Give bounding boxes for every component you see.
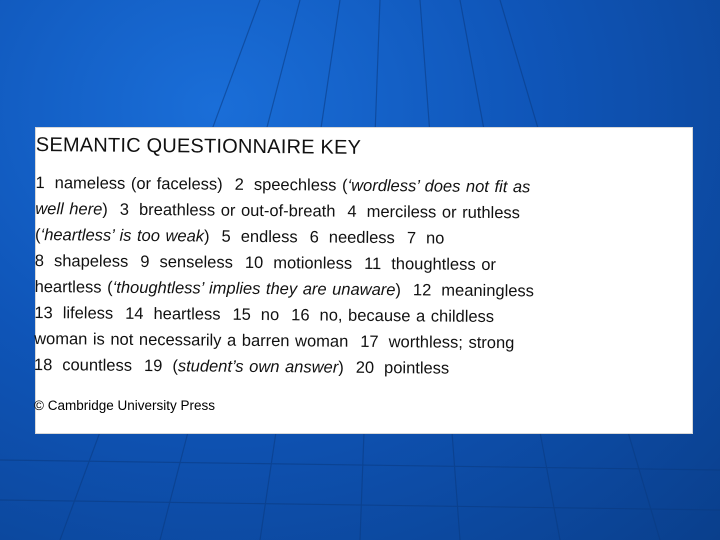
answer-line — [34, 330, 514, 353]
answer-text: nameless (or faceless) — [54, 174, 223, 194]
answer-number: 20 — [355, 358, 375, 377]
answer-number: 7 — [406, 229, 417, 248]
answer-number: 13 — [34, 303, 53, 323]
answer-text: speechless ( — [253, 175, 348, 195]
key-title: SEMANTIC QUESTIONNAIRE KEY — [35, 133, 362, 159]
answer-text: merciless or ruthless — [366, 202, 521, 223]
answer-text: countless — [62, 356, 133, 375]
answer-text: ) — [102, 200, 108, 219]
answer-text: no, because a childless — [319, 306, 495, 327]
answer-number: 10 — [244, 253, 264, 272]
answer-text: meaningless — [441, 281, 535, 301]
answer-note: ‘wordless’ does not fit as — [347, 176, 531, 197]
answer-text: no — [260, 305, 280, 325]
scanned-key-image — [33, 128, 692, 433]
answer-text: lifeless — [62, 304, 114, 323]
answer-number: 11 — [364, 254, 382, 274]
answer-note: well here — [35, 199, 103, 219]
answer-text: thoughtless or — [391, 255, 496, 275]
answer-number: 2 — [234, 175, 244, 194]
answer-number: 16 — [291, 306, 310, 325]
answer-line — [34, 356, 449, 379]
answer-number: 4 — [347, 202, 357, 221]
answer-number: 3 — [119, 200, 130, 219]
answer-number: 8 — [34, 251, 45, 271]
answer-text: breathless or out-of-breath — [138, 200, 336, 221]
answer-note: student’s own answer — [177, 357, 339, 377]
answer-text: motionless — [273, 254, 353, 273]
answer-number: 5 — [221, 227, 231, 246]
answer-text: woman is not necessarily a barren woman — [34, 329, 349, 351]
answer-text: ( — [172, 357, 178, 376]
answer-note: ‘heartless’ is too weak — [40, 226, 205, 246]
answer-number: 18 — [33, 355, 53, 375]
answer-number: 9 — [140, 252, 150, 271]
answer-number: 12 — [412, 281, 432, 300]
answer-text: endless — [240, 227, 298, 247]
answer-text: needless — [328, 228, 395, 248]
answer-line — [35, 174, 530, 197]
answer-line — [35, 278, 535, 301]
answer-number: 14 — [125, 304, 144, 323]
answer-note: ‘thoughtless’ implies they are unaware — [112, 278, 396, 300]
answer-text: ) — [395, 281, 402, 300]
answer-text: no — [425, 229, 445, 248]
answer-number: 15 — [232, 305, 251, 324]
answer-text: pointless — [384, 359, 450, 378]
answer-text: heartless ( — [34, 277, 113, 297]
answer-text: shapeless — [53, 252, 129, 271]
answer-line — [35, 252, 496, 275]
answer-number: 19 — [143, 356, 163, 376]
answer-text: senseless — [159, 253, 233, 272]
answer-number: 6 — [309, 228, 319, 247]
answer-line — [35, 200, 520, 223]
answer-line — [35, 226, 445, 249]
answer-text: worthless; strong — [388, 333, 515, 353]
answer-text: ) — [338, 358, 344, 377]
answer-text: heartless — [153, 305, 221, 324]
answer-text: ) — [203, 227, 210, 246]
answer-number: 1 — [35, 173, 45, 193]
copyright-notice: © Cambridge University Press — [34, 398, 215, 413]
answer-number: 17 — [360, 332, 379, 351]
answer-text: ( — [34, 225, 41, 245]
answer-line — [34, 304, 494, 327]
